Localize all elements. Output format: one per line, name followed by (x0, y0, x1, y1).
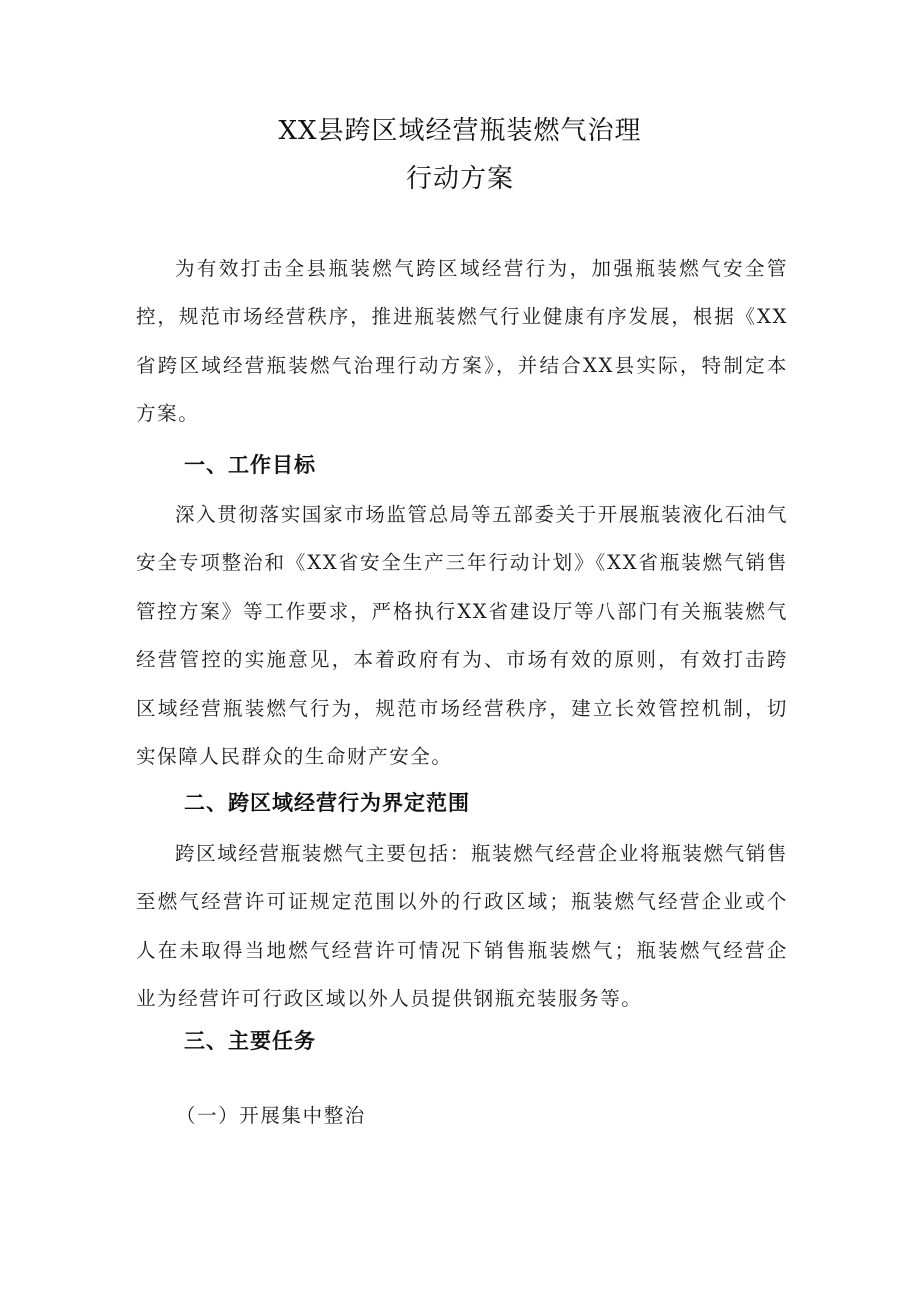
document-title-line-1: XX县跨区域经营瓶装燃气治理 (278, 116, 642, 146)
subsection-heading-rectification: （一）开展集中整治 (176, 1104, 366, 1127)
scope-paragraph: 跨区域经营瓶装燃气主要包括：瓶装燃气经营企业将瓶装燃气销售至燃气经营许可证规定范围以外的行政区域；瓶装燃气经营企业或个人在未取得当地燃气经营许可情况下销售瓶装燃气；瓶装燃气经营企业为经营许可行政区域以外人员提供钢瓶充装服务等。 (136, 842, 788, 1011)
section-heading-goals: 一、工作目标 (184, 453, 316, 477)
goals-paragraph: 深入贯彻落实国家市场监管总局等五部委关于开展瓶装液化石油气安全专项整治和《XX省安全生产三年行动计划》《XX省瓶装燃气销售管控方案》等工作要求，严格执行XX省建设厅等八部门有关瓶装燃气经营管控的实施意见，本着政府有为、市场有效的原则，有效打击跨区域经营瓶装燃气行为，规范市场经营秩序，建立长效管控机制，切实保障人民群众的生命财产安全。 (136, 503, 788, 769)
intro-paragraph: 为有效打击全县瓶装燃气跨区域经营行为，加强瓶装燃气安全管控，规范市场经营秩序，推进瓶装燃气行业健康有序发展，根据《XX省跨区域经营瓶装燃气治理行动方案》，并结合XX县实际，特制定本方案。 (136, 257, 788, 426)
section-heading-tasks: 三、主要任务 (184, 1029, 316, 1053)
document-title-line-2: 行动方案 (405, 164, 514, 194)
section-heading-scope: 二、跨区域经营行为界定范围 (184, 791, 470, 815)
